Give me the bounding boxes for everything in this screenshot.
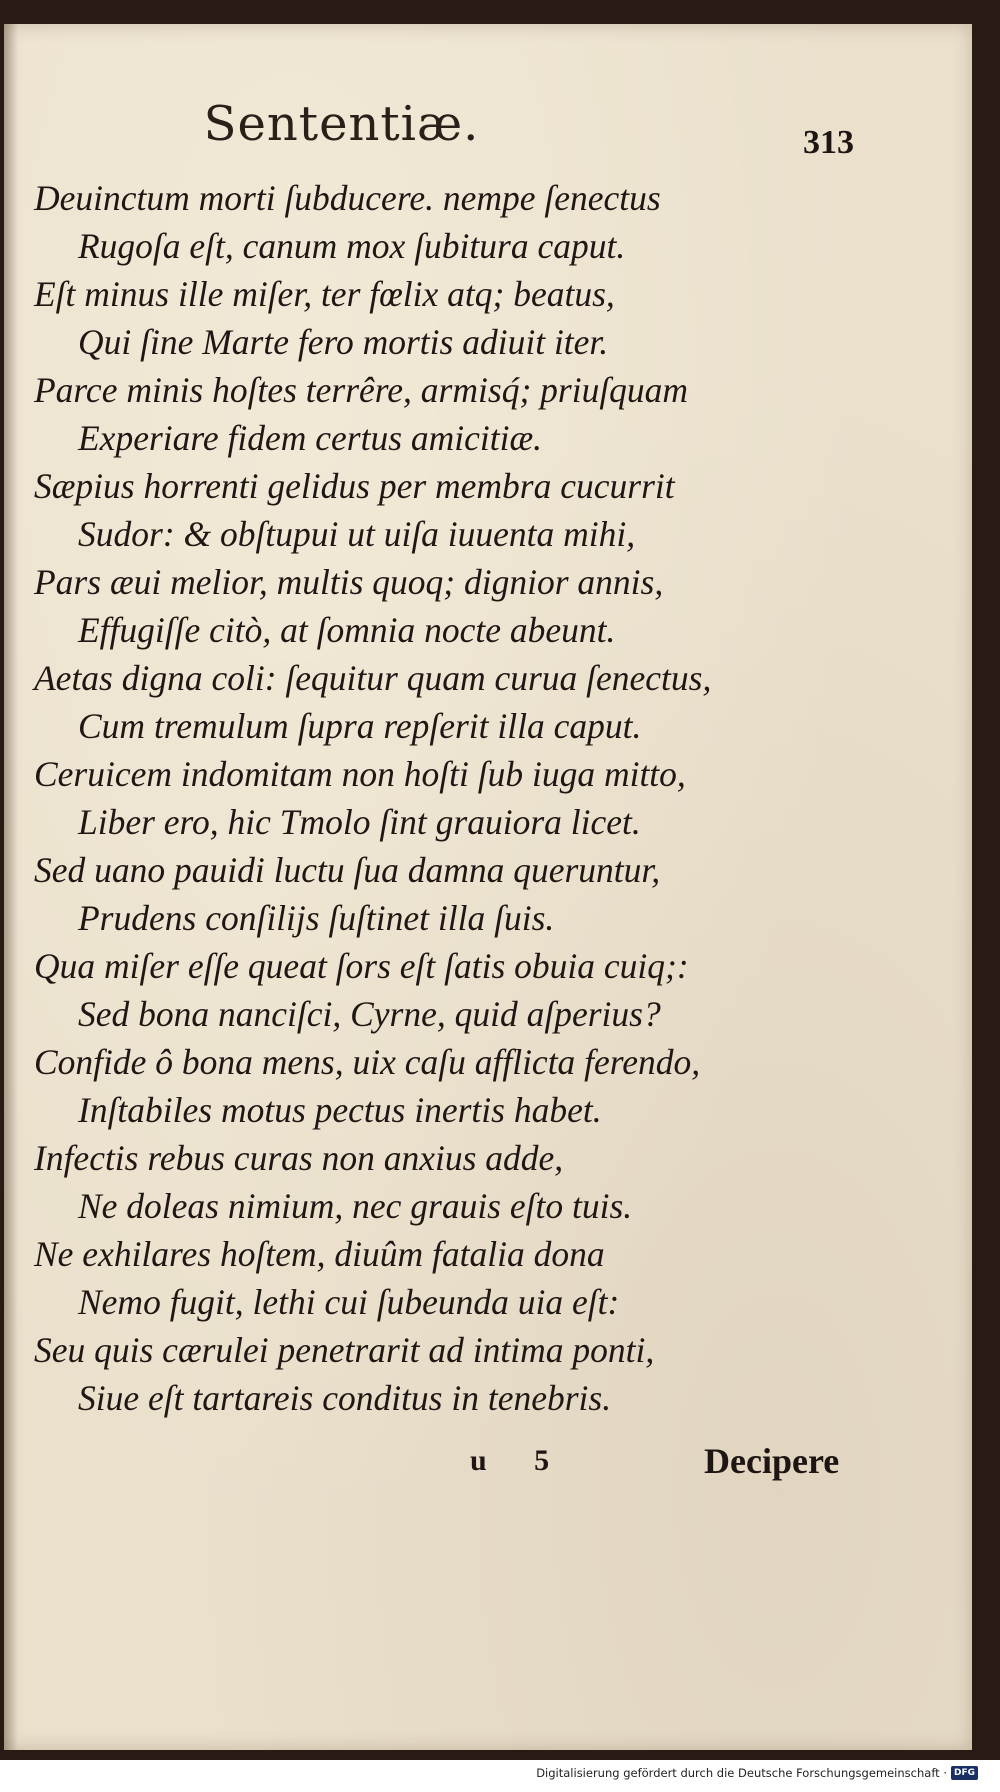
- verse-block: [34, 174, 894, 1422]
- verse-line: Ne exhilares hoſtem, diuûm fatalia dona: [34, 1234, 605, 1274]
- verse-line: Liber ero, hic Tmolo ſint grauiora licet.: [78, 802, 641, 842]
- verse-line: Ne doleas nimium, nec grauis eſto tuis.: [78, 1186, 633, 1226]
- dfg-logo: DFG: [951, 1766, 978, 1780]
- verse-line: Seu quis cærulei penetrarit ad intima ponti,: [34, 1330, 655, 1370]
- verse-line: Nemo fugit, lethi cui ſubeunda uia eſt:: [78, 1282, 620, 1322]
- verse-line: Experiare fidem certus amicitiæ.: [78, 418, 543, 458]
- verse-line: Parce minis hoſtes terrêre, armisq́; priuſquam: [34, 370, 689, 410]
- verse-line: Qui ſine Marte fero mortis adiuit iter.: [78, 322, 609, 362]
- verse-line: Sæpius horrenti gelidus per membra cucurrit: [34, 466, 675, 506]
- verse-line: Eſt minus ille miſer, ter fœlix atq; beatus,: [34, 274, 615, 314]
- page-gutter-shadow: [4, 24, 18, 1750]
- page-number: 313: [803, 124, 854, 161]
- verse-line: Pars æui melior, multis quoq; dignior annis,: [34, 562, 664, 602]
- verse-line: Infectis rebus curas non anxius adde,: [34, 1138, 564, 1178]
- verse-line: Inſtabiles motus pectus inertis habet.: [78, 1090, 602, 1130]
- verse-line: Qua miſer eſſe queat ſors eſt ſatis obuia cuiq;:: [34, 946, 689, 986]
- book-page: [4, 24, 972, 1750]
- credit-text: Digitalisierung gefördert durch die Deutsche Forschungsgemeinschaft ·: [536, 1766, 947, 1780]
- signature-mark: u 5: [470, 1444, 570, 1477]
- digitization-credit: [536, 1766, 978, 1780]
- verse-line: Cum tremulum ſupra repſerit illa caput.: [78, 706, 642, 746]
- verse-line: Prudens conſilijs ſuſtinet illa ſuis.: [78, 898, 555, 938]
- verse-line: Rugoſa eſt, canum mox ſubitura caput.: [78, 226, 626, 266]
- verse-line: Confide ô bona mens, uix caſu afflicta ferendo,: [34, 1042, 701, 1082]
- verse-line: Deuinctum morti ſubducere. nempe ſenectus: [34, 178, 661, 218]
- verse-line: Sed uano pauidi luctu ſua damna queruntur,: [34, 850, 661, 890]
- verse-line: Aetas digna coli: ſequitur quam curua ſenectus,: [34, 658, 712, 698]
- verse-line: Effugiſſe citò, at ſomnia nocte abeunt.: [78, 610, 616, 650]
- verse-line: Sed bona nanciſci, Cyrne, quid aſperius?: [78, 994, 661, 1034]
- verse-line: Sudor: & obſtupui ut uiſa iuuenta mihi,: [78, 514, 636, 554]
- verse-line: Siue eſt tartareis conditus in tenebris.: [78, 1378, 612, 1418]
- catchword: Decipere: [704, 1441, 840, 1481]
- verse-line: Ceruicem indomitam non hoſti ſub iuga mitto,: [34, 754, 686, 794]
- running-title: Sententiæ.: [203, 96, 480, 152]
